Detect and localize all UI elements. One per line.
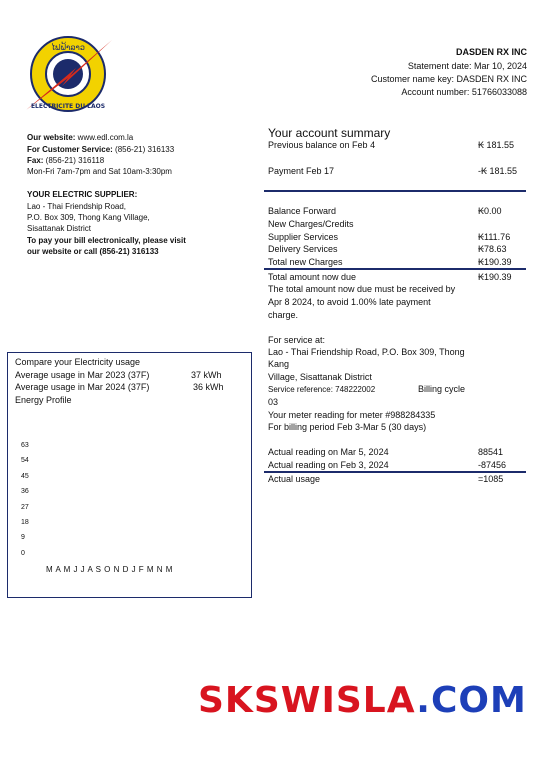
billing-cycle-label: Billing cycle [418,384,466,394]
watermark-part-2: A [386,680,417,721]
actual-reading-mar-value: 88541 [478,447,504,457]
compare-row-2-label: Average usage in Mar 2024 (37F) [15,382,150,392]
y-tick-label: 36 [21,488,29,495]
balance-forward-value: ₭0.00 [478,206,502,216]
actual-usage-label: Actual usage [268,474,321,484]
delivery-services-value: ₭78.63 [478,244,507,254]
pay-instructions-1: To pay your bill electronically, please visit [27,236,186,245]
meter-reading-line: Your meter reading for meter #988284335 [268,410,436,420]
due-note-3: charge. [268,310,299,320]
electricite-du-laos-logo [22,34,116,114]
compare-row-1-label: Average usage in Mar 2023 (37F) [15,370,150,380]
new-charges-label: New Charges/Credits [268,219,354,229]
compare-row-2-value: 36 kWh [193,382,224,392]
previous-balance-label: Previous balance on Feb 4 [268,140,376,150]
supplier-services-label: Supplier Services [268,232,339,242]
total-due-label: Total amount now due [268,272,357,282]
customer-service-label: For Customer Service: [27,145,113,154]
supplier-title: YOUR ELECTRIC SUPPLIER: [27,190,138,199]
y-tick-label: 45 [21,473,29,480]
watermark-com: COM [430,680,527,721]
fax-label: Fax: [27,156,44,165]
billing-cycle-number: 03 [268,397,279,407]
service-address-1: Lao - Thai Friendship Road, P.O. Box 309, Thong [268,347,465,357]
watermark-part-1: SKSWISL [198,680,387,721]
customer-name: Customer name key: DASDEN RX INC [370,74,527,84]
statement-date: Statement date: Mar 10, 2024 [407,61,527,71]
service-address-3: Village, Sisattanak District [268,372,372,382]
y-tick-label: 9 [21,534,25,541]
delivery-services-label: Delivery Services [268,244,338,254]
energy-profile-label: Energy Profile [15,395,72,405]
supplier-services-value: ₭111.76 [478,232,511,242]
due-note-1: The total amount now due must be received by [268,284,456,294]
balance-forward-label: Balance Forward [268,206,337,216]
service-address-2: Kang [268,359,290,369]
y-tick-label: 54 [21,457,29,464]
summary-title: Your account summary [268,126,391,140]
actual-reading-feb-label: Actual reading on Feb 3, 2024 [268,460,389,470]
y-tick-label: 0 [21,550,25,557]
supplier-address-2: P.O. Box 309, Thong Kang Village, [27,213,150,222]
customer-service-phone: (856-21) 316133 [112,145,175,154]
supplier-address-3: Sisattanak District [27,224,92,233]
y-tick-label: 18 [21,519,29,526]
actual-reading-feb-value: -87456 [478,460,507,470]
y-tick-label: 27 [21,504,29,511]
service-at-label: For service at: [268,335,326,345]
account-number: Account number: 51766033088 [401,87,527,97]
y-tick-label: 63 [21,442,29,449]
previous-balance-value: ₭ 181.55 [478,140,515,150]
logo-top-text: ໄຟຟ້າລາວ [51,43,85,52]
office-hours: Mon-Fri 7am-7pm and Sat 10am-3:30pm [27,167,172,176]
watermark-part-3 [416,680,527,721]
company-name: DASDEN RX INC [455,47,527,57]
summary-divider [264,190,526,192]
supplier-address-1: Lao - Thai Friendship Road, [27,202,127,211]
actual-reading-mar-label: Actual reading on Mar 5, 2024 [268,447,389,457]
website-line [27,132,133,143]
payment-label: Payment Feb 17 [268,166,335,176]
website-link[interactable]: www.edl.com.la [75,133,134,142]
usage-divider [264,471,526,473]
total-divider [264,268,526,270]
month-axis-labels: M A M J J A S O N D J F M N M [46,565,173,574]
payment-value: -₭ 181.55 [478,166,518,176]
total-new-charges-value: ₭190.39 [478,257,512,267]
compare-row-1-value: 37 kWh [191,370,222,380]
actual-usage-value: =1085 [478,474,504,484]
fax-number: (856-21) 316118 [43,156,105,165]
due-note-2: Apr 8 2024, to avoid 1.00% late payment [268,297,431,307]
compare-title: Compare your Electricity usage [15,357,141,367]
billing-period: For billing period Feb 3-Mar 5 (30 days) [268,422,427,432]
total-due-value: ₭190.39 [478,272,512,282]
compare-usage-box [7,352,252,598]
watermark-text [198,680,527,721]
watermark-dot: . [416,680,431,721]
service-reference: Service reference: 748222002 [268,385,376,394]
website-label: Our website: [27,133,76,142]
total-new-charges-label: Total new Charges [268,257,343,267]
logo-ring-text: ELECTRICITE DU LAOS [30,103,106,110]
customer-service-line [27,144,174,155]
pay-instructions-2: our website or call (856-21) 316133 [27,247,159,256]
fax-line [27,155,104,166]
